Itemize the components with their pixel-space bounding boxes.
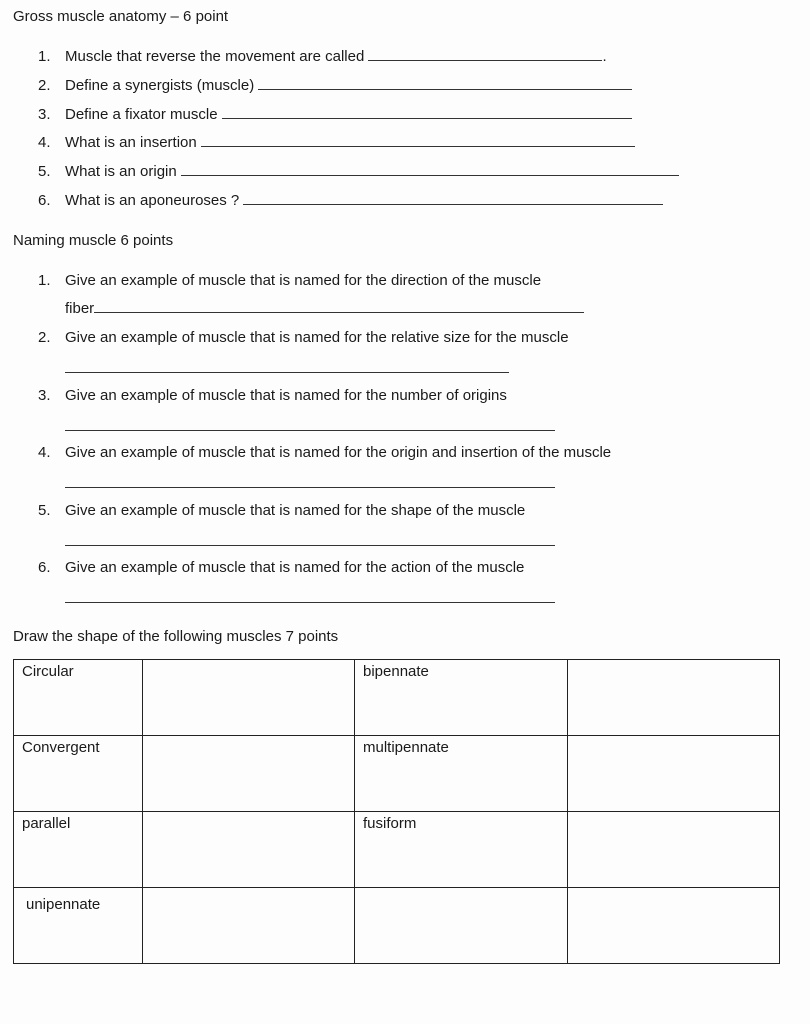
- table-row: [14, 736, 780, 812]
- question-item: [38, 559, 524, 577]
- question-text: Give an example of muscle that is named for the number of origins: [65, 387, 507, 404]
- answer-line[interactable]: [201, 134, 635, 147]
- question-number: 6.: [38, 559, 51, 576]
- question-number: 2.: [38, 77, 51, 94]
- answer-line[interactable]: [181, 163, 679, 176]
- section-title-naming-muscle: Naming muscle 6 points: [13, 232, 174, 249]
- question-continuation: [65, 300, 584, 318]
- shape-label-cell: bipennate: [355, 660, 568, 736]
- answer-line[interactable]: [222, 106, 632, 119]
- drawing-cell[interactable]: [143, 812, 355, 888]
- question-item: [38, 134, 635, 152]
- question-suffix: .: [602, 48, 607, 65]
- table-row: [14, 812, 780, 888]
- shape-label-cell: multipennate: [355, 736, 568, 812]
- shape-label-cell: Circular: [14, 660, 143, 736]
- section-title-gross-anatomy: Gross muscle anatomy – 6 point: [13, 8, 229, 25]
- question-text: Muscle that reverse the movement are called: [65, 48, 365, 65]
- table-row: [14, 660, 780, 736]
- drawing-cell[interactable]: [143, 888, 355, 964]
- question-number: 4.: [38, 134, 51, 151]
- question-text: Give an example of muscle that is named for the direction of the muscle: [65, 272, 542, 289]
- question-item: [38, 77, 632, 95]
- question-text: Give an example of muscle that is named for the action of the muscle: [65, 559, 525, 576]
- answer-line[interactable]: [65, 486, 555, 488]
- shape-label-cell: parallel: [14, 812, 143, 888]
- shape-label-cell: fusiform: [355, 812, 568, 888]
- answer-line[interactable]: [65, 601, 555, 603]
- question-text: Give an example of muscle that is named for the origin and insertion of the muscle: [65, 444, 612, 461]
- question-item: [38, 387, 507, 405]
- question-number: 3.: [38, 387, 51, 404]
- question-item: [38, 106, 632, 124]
- question-text: What is an insertion: [65, 134, 197, 151]
- question-number: 3.: [38, 106, 51, 123]
- question-item: [38, 48, 607, 66]
- muscle-shapes-table: [13, 659, 780, 964]
- question-item: [38, 272, 541, 290]
- drawing-cell[interactable]: [568, 660, 780, 736]
- question-text: Define a synergists (muscle): [65, 77, 255, 94]
- question-number: 6.: [38, 192, 51, 209]
- table-row: [14, 888, 780, 964]
- question-text: Give an example of muscle that is named for the relative size for the muscle: [65, 329, 569, 346]
- answer-line[interactable]: [65, 544, 555, 546]
- question-number: 2.: [38, 329, 51, 346]
- question-number: 1.: [38, 48, 51, 65]
- question-number: 5.: [38, 502, 51, 519]
- drawing-cell[interactable]: [568, 888, 780, 964]
- question-number: 4.: [38, 444, 51, 461]
- answer-line[interactable]: [243, 192, 663, 205]
- question-number: 5.: [38, 163, 51, 180]
- question-item: [38, 329, 569, 347]
- drawing-cell[interactable]: [143, 660, 355, 736]
- shape-label-cell: Convergent: [14, 736, 143, 812]
- question-text: Give an example of muscle that is named for the shape of the muscle: [65, 502, 526, 519]
- answer-line[interactable]: [65, 371, 509, 373]
- answer-line[interactable]: [65, 429, 555, 431]
- answer-line[interactable]: [368, 48, 602, 61]
- question-number: 1.: [38, 272, 51, 289]
- drawing-cell[interactable]: [568, 736, 780, 812]
- answer-line[interactable]: [94, 300, 584, 313]
- answer-line[interactable]: [258, 77, 632, 90]
- question-text: What is an origin: [65, 163, 177, 180]
- continuation-text: fiber: [65, 300, 95, 317]
- question-text: What is an aponeuroses ?: [65, 192, 240, 209]
- shape-label-cell: unipennate: [14, 888, 143, 964]
- section-title-draw-shapes: Draw the shape of the following muscles 7 points: [13, 628, 339, 645]
- question-item: [38, 502, 525, 520]
- question-text: Define a fixator muscle: [65, 106, 218, 123]
- question-item: [38, 163, 679, 181]
- drawing-cell[interactable]: [568, 812, 780, 888]
- question-item: [38, 444, 611, 462]
- shape-label-cell: [355, 888, 568, 964]
- drawing-cell[interactable]: [143, 736, 355, 812]
- question-item: [38, 192, 663, 210]
